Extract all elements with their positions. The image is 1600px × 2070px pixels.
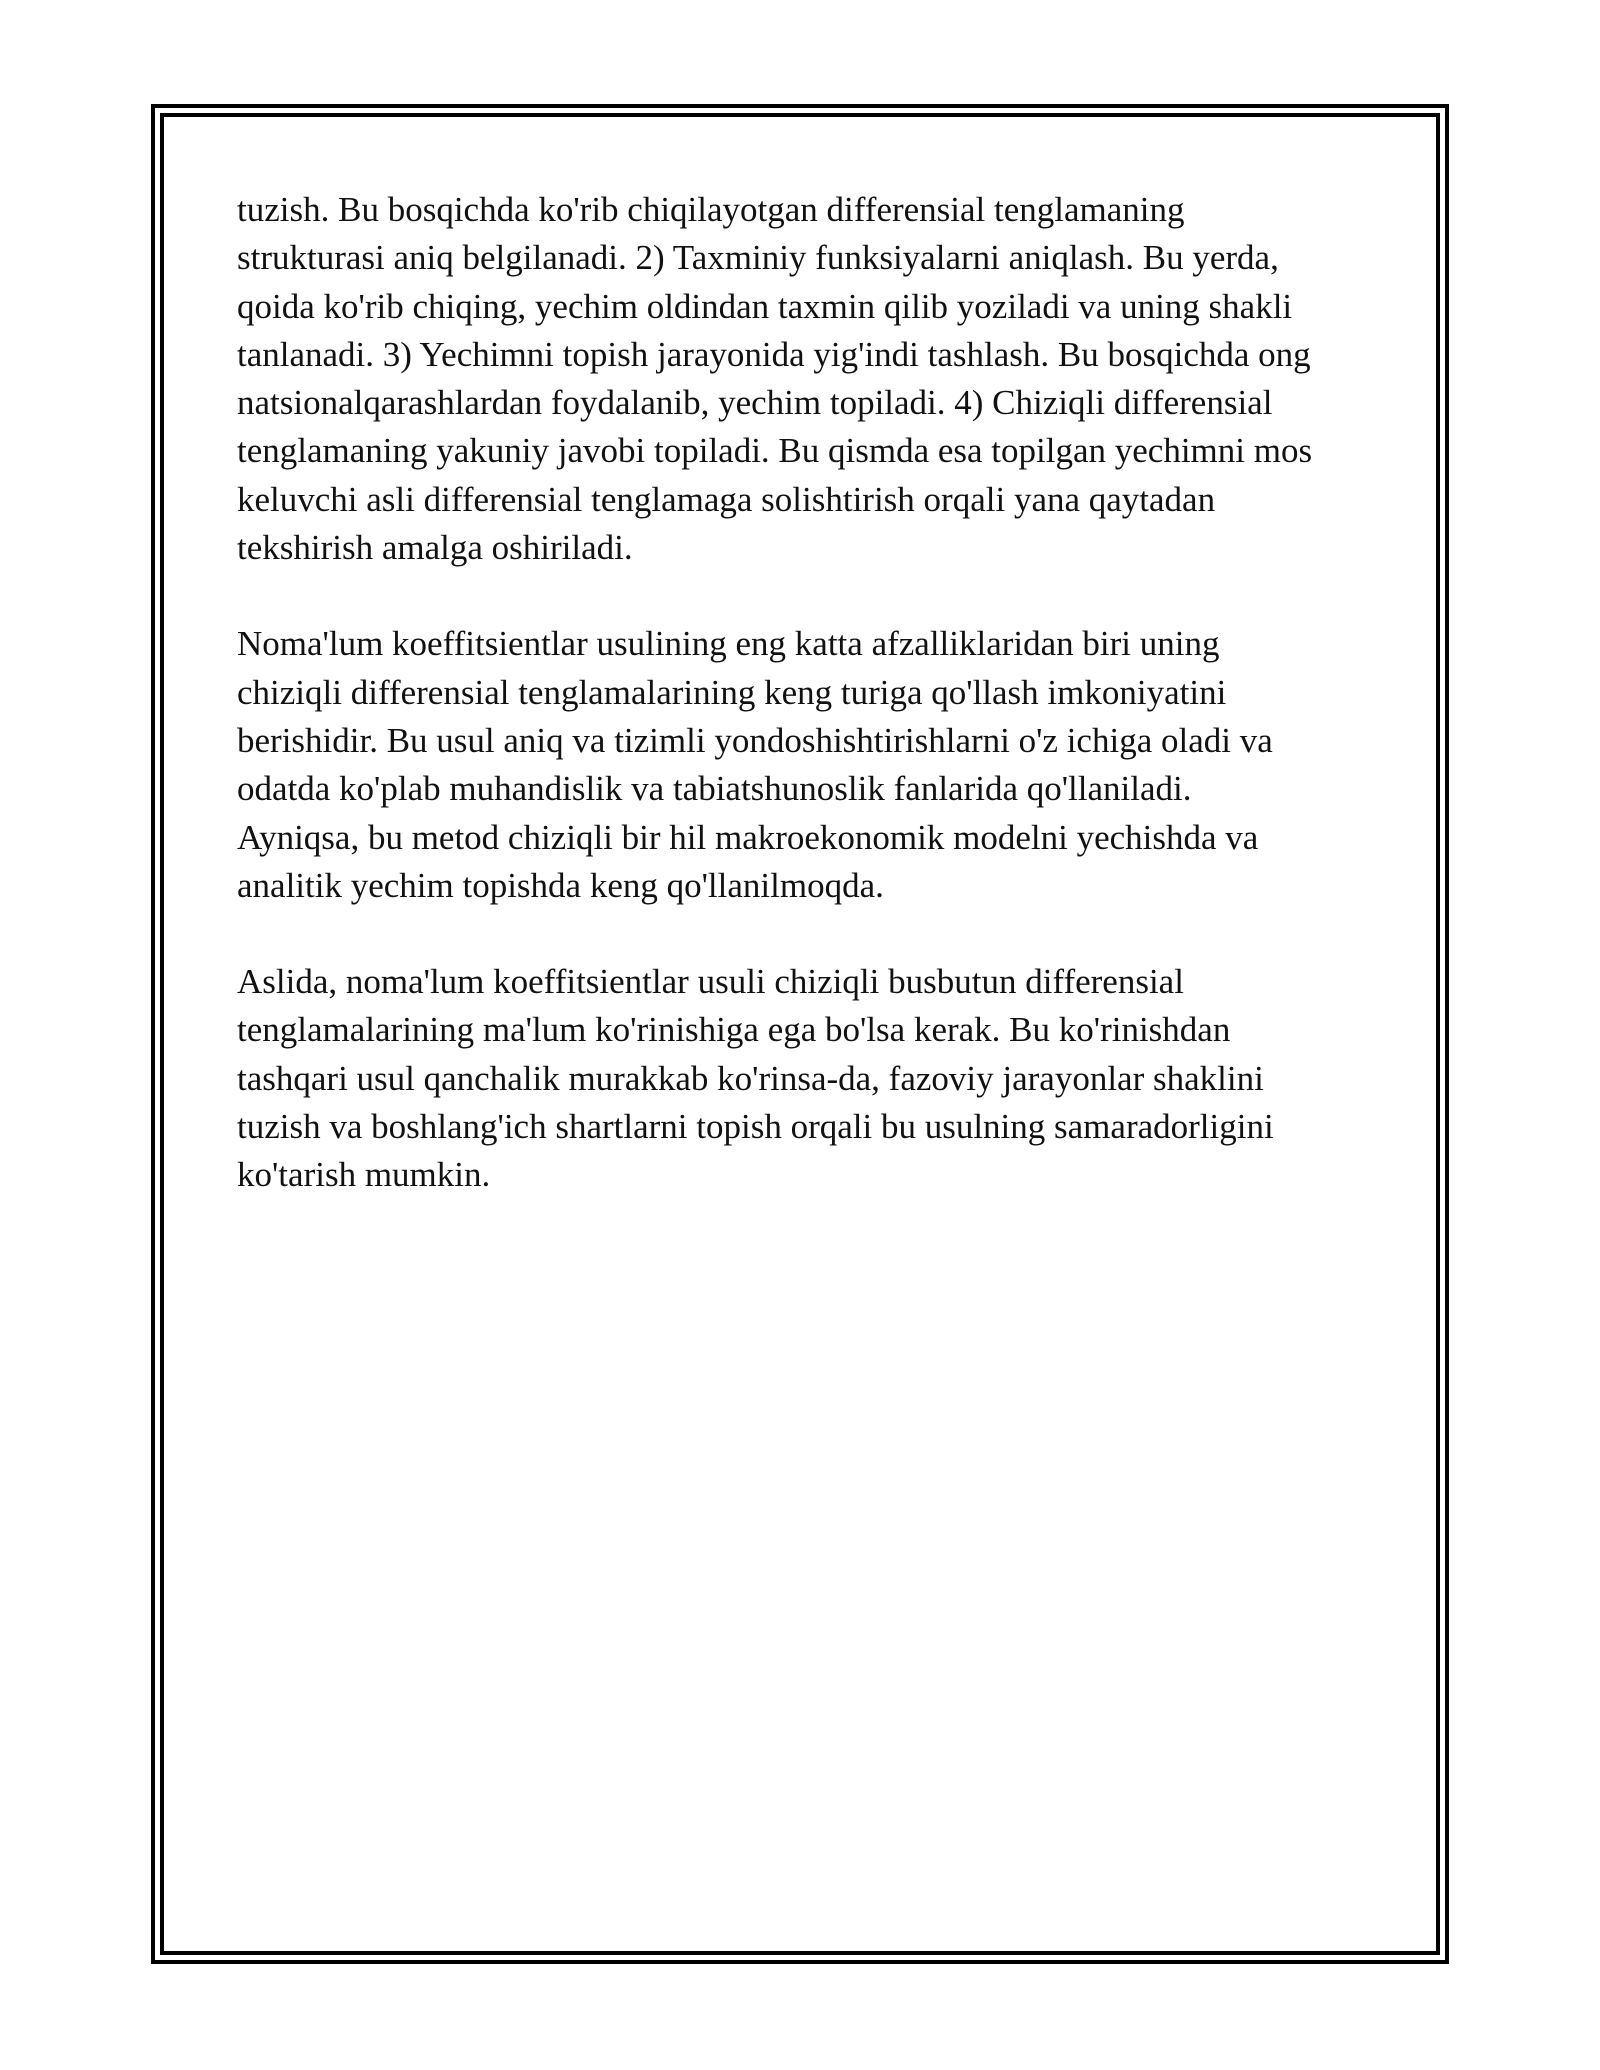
- text-line: tanlanadi. 3) Yechimni topish jarayonida yig'indi tashlash. Bu bosqichda ong: [237, 334, 1311, 374]
- text-line: tekshirish amalga oshiriladi.: [237, 528, 633, 568]
- text-line: Aslida, noma'lum koeffitsientlar usuli chiziqli busbutun differensial: [237, 962, 1184, 1002]
- text-line: Ayniqsa, bu metod chiziqli bir hil makroekonomik modelni yechishda va: [237, 817, 1259, 857]
- text-line: analitik yechim topishda keng qo'llanilmoqda.: [237, 865, 884, 905]
- text-line: qoida ko'rib chiqing, yechim oldindan taxmin qilib yoziladi va uning shakli: [237, 286, 1293, 326]
- paragraph-3: [237, 958, 1367, 1199]
- paragraph-2: [237, 620, 1367, 910]
- paragraph-1: [237, 186, 1367, 572]
- text-line: Noma'lum koeffitsientlar usulining eng katta afzalliklaridan biri uning: [237, 624, 1220, 664]
- text-line: berishidir. Bu usul aniq va tizimli yondoshishtirishlarni o'z ichiga oladi va: [237, 720, 1273, 760]
- document-body: [237, 186, 1367, 1248]
- text-line: strukturasi aniq belgilanadi. 2) Taxminiy funksiyalarni aniqlash. Bu yerda,: [237, 238, 1279, 278]
- text-line: chiziqli differensial tenglamalarining keng turiga qo'llash imkoniyatini: [237, 672, 1227, 712]
- text-line: ko'tarish mumkin.: [237, 1155, 491, 1195]
- text-line: tenglamalarining ma'lum ko'rinishiga ega bo'lsa kerak. Bu ko'rinishdan: [237, 1010, 1231, 1050]
- text-line: tenglamaning yakuniy javobi topiladi. Bu qismda esa topilgan yechimni mos: [237, 431, 1313, 471]
- text-line: tashqari usul qanchalik murakkab ko'rinsa-da, fazoviy jarayonlar shaklini: [237, 1058, 1264, 1098]
- text-line: tuzish. Bu bosqichda ko'rib chiqilayotgan differensial tenglamaning: [237, 190, 1185, 229]
- text-line: natsionalqarashlardan foydalanib, yechim topiladi. 4) Chiziqli differensial: [237, 383, 1273, 423]
- text-line: tuzish va boshlang'ich shartlarni topish orqali bu usulning samaradorligini: [237, 1107, 1274, 1147]
- text-line: keluvchi asli differensial tenglamaga solishtirish orqali yana qaytadan: [237, 479, 1216, 519]
- text-line: odatda ko'plab muhandislik va tabiatshunoslik fanlarida qo'llaniladi.: [237, 769, 1192, 809]
